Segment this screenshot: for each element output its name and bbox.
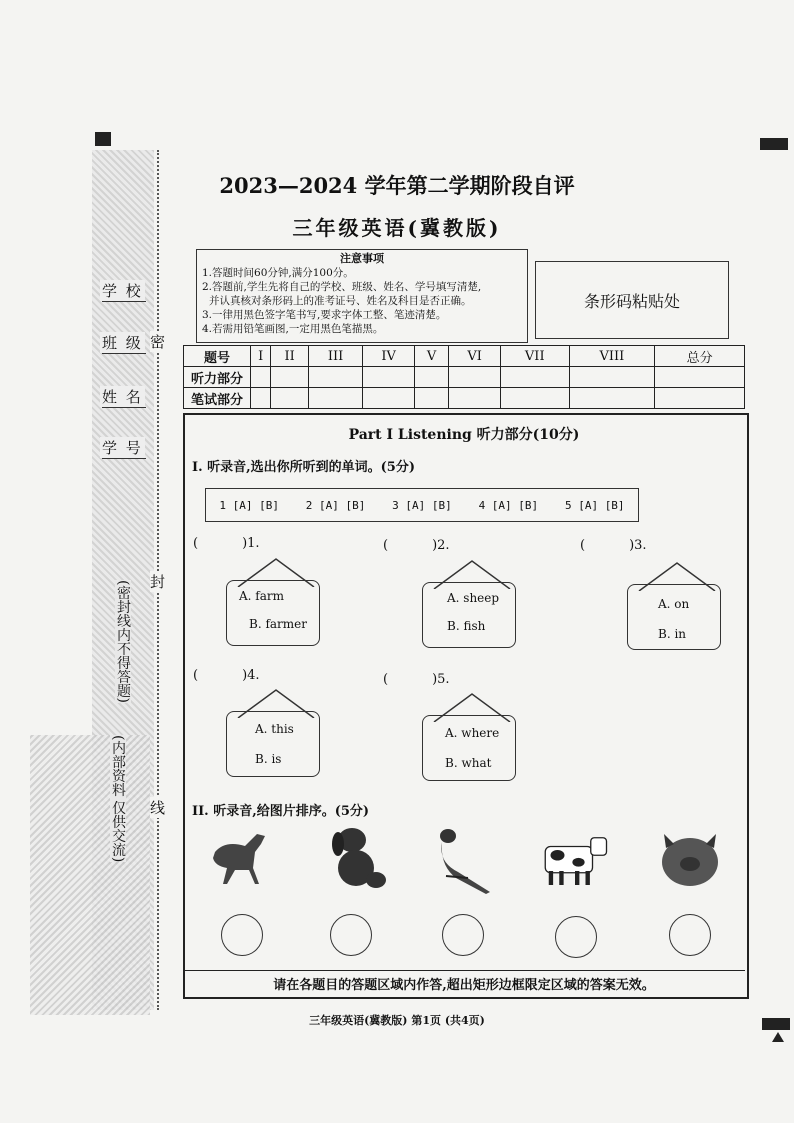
score-cell[interactable] bbox=[251, 367, 271, 388]
score-cell[interactable] bbox=[449, 367, 501, 388]
seal-char-xian: 线 bbox=[150, 799, 166, 817]
exam-title: 2023—2024 学年第二学期阶段自评 bbox=[219, 173, 575, 198]
notice-item: 1.答题时间60分钟,满分100分。 bbox=[202, 267, 354, 279]
sign-board-1 bbox=[226, 580, 320, 646]
notice-box bbox=[196, 249, 528, 343]
question-number: 1. bbox=[247, 536, 260, 551]
score-cell[interactable] bbox=[363, 388, 415, 409]
page-footer: 三年级英语(冀教版) 第1页 (共4页) bbox=[309, 1014, 485, 1027]
question-3-blank[interactable]: ( )3. bbox=[580, 538, 647, 553]
side-note-no-answer: (密封线内不得答题) bbox=[115, 580, 131, 703]
score-cell[interactable] bbox=[251, 388, 271, 409]
barcode-label: 条形码粘贴处 bbox=[583, 291, 680, 311]
field-name: 姓 名 bbox=[102, 388, 143, 406]
question-5-blank[interactable]: ( )5. bbox=[383, 672, 450, 687]
sign-board-5 bbox=[422, 715, 516, 781]
part1-title: Part I Listening 听力部分(10分) bbox=[348, 427, 580, 443]
section1-title: I. 听录音,选出你所听到的单词。(5分) bbox=[192, 460, 416, 475]
pig-icon bbox=[656, 822, 726, 894]
option-a: A. sheep bbox=[447, 591, 500, 605]
warning-divider bbox=[183, 970, 745, 971]
answer-choices-row bbox=[205, 488, 639, 522]
horse-icon bbox=[205, 822, 275, 894]
seal-char-feng: 封 bbox=[150, 573, 166, 591]
score-table bbox=[183, 345, 745, 409]
score-header-cell: VII bbox=[500, 346, 569, 367]
question-number: 2. bbox=[437, 538, 450, 553]
question-number: 5. bbox=[437, 672, 450, 687]
score-cell[interactable] bbox=[655, 388, 745, 409]
score-header-cell: VIII bbox=[569, 346, 655, 367]
cow-icon bbox=[540, 828, 610, 900]
choice-group[interactable]: 1 [A] [B] bbox=[219, 498, 279, 512]
seal-char-mi: 密 bbox=[150, 333, 166, 351]
question-4-blank[interactable]: ( )4. bbox=[193, 668, 260, 683]
score-cell[interactable] bbox=[271, 367, 308, 388]
score-header-cell: 总分 bbox=[655, 346, 745, 367]
notice-item: 4.若需用铅笔画图,一定用黑色笔描黑。 bbox=[202, 323, 384, 335]
choice-group[interactable]: 5 [A] [B] bbox=[564, 498, 625, 512]
score-cell[interactable] bbox=[655, 367, 745, 388]
score-header-cell: VI bbox=[449, 346, 501, 367]
score-header-cell: 题号 bbox=[184, 346, 251, 367]
field-class: 班 级 bbox=[102, 334, 143, 352]
score-table-header bbox=[184, 346, 745, 367]
field-number-line bbox=[102, 457, 146, 459]
score-cell[interactable] bbox=[363, 367, 415, 388]
field-school: 学 校 bbox=[102, 282, 143, 300]
barcode-area bbox=[535, 261, 729, 339]
order-circle[interactable] bbox=[330, 914, 372, 956]
field-class-line bbox=[102, 352, 146, 354]
score-cell[interactable] bbox=[569, 367, 655, 388]
notice-heading: 注意事项 bbox=[340, 252, 384, 265]
option-b: B. what bbox=[445, 756, 492, 770]
score-cell[interactable] bbox=[308, 367, 362, 388]
option-a: A. farm bbox=[239, 589, 285, 603]
option-b: B. in bbox=[658, 627, 687, 641]
score-cell[interactable] bbox=[500, 367, 569, 388]
field-school-line bbox=[102, 300, 146, 302]
notice-item: 2.答题前,学生先将自己的学校、班级、姓名、学号填写清楚, bbox=[202, 281, 482, 293]
order-circle[interactable] bbox=[442, 914, 484, 956]
field-name-line bbox=[102, 406, 146, 408]
score-header-cell: IV bbox=[363, 346, 415, 367]
score-cell[interactable] bbox=[308, 388, 362, 409]
field-number: 学 号 bbox=[102, 439, 143, 457]
binding-strip-lower bbox=[30, 735, 150, 1015]
score-cell[interactable] bbox=[271, 388, 308, 409]
score-header-cell: V bbox=[414, 346, 449, 367]
question-2-blank[interactable]: ( )2. bbox=[383, 538, 450, 553]
score-cell[interactable] bbox=[414, 388, 449, 409]
section2-title: II. 听录音,给图片排序。(5分) bbox=[192, 804, 370, 819]
notice-item: 3.一律用黑色签字笔书写,要求字体工整、笔迹清楚。 bbox=[202, 309, 447, 321]
sign-board-4 bbox=[226, 711, 320, 777]
dog-icon bbox=[322, 822, 392, 894]
option-a: A. on bbox=[658, 597, 690, 611]
choice-group[interactable]: 3 [A] [B] bbox=[392, 498, 452, 512]
triangle-marker-icon bbox=[772, 1032, 784, 1042]
sign-board-2 bbox=[422, 582, 516, 648]
score-header-cell: I bbox=[251, 346, 271, 367]
exam-subtitle: 三年级英语(冀教版) bbox=[292, 216, 502, 240]
option-b: B. farmer bbox=[249, 617, 307, 631]
choice-group[interactable]: 4 [A] [B] bbox=[478, 498, 539, 512]
choice-group[interactable]: 2 [A] [B] bbox=[305, 498, 366, 512]
order-circle[interactable] bbox=[221, 914, 263, 956]
question-number: 3. bbox=[634, 538, 647, 553]
score-header-cell: II bbox=[271, 346, 308, 367]
side-note-internal: (内部资料 仅供交流) bbox=[110, 735, 126, 863]
score-cell[interactable] bbox=[500, 388, 569, 409]
bird-icon bbox=[428, 822, 498, 894]
option-a: A. where bbox=[445, 726, 500, 740]
registration-mark bbox=[95, 132, 111, 146]
answer-area-warning: 请在各题目的答题区域内作答,超出矩形边框限定区域的答案无效。 bbox=[273, 978, 655, 993]
score-row-listening bbox=[184, 367, 745, 388]
score-cell[interactable] bbox=[414, 367, 449, 388]
option-b: B. is bbox=[255, 752, 282, 766]
question-1-blank[interactable]: ( )1. bbox=[193, 536, 260, 551]
option-a: A. this bbox=[255, 722, 294, 736]
order-circle[interactable] bbox=[669, 914, 711, 956]
registration-mark bbox=[760, 138, 788, 150]
score-header-cell: III bbox=[308, 346, 362, 367]
sign-board-3 bbox=[627, 584, 721, 650]
score-cell[interactable] bbox=[569, 388, 655, 409]
score-cell[interactable] bbox=[449, 388, 501, 409]
notice-item: 并认真核对条形码上的准考证号、姓名及科目是否正确。 bbox=[209, 295, 472, 307]
option-b: B. fish bbox=[447, 619, 486, 633]
question-number: 4. bbox=[247, 668, 260, 683]
score-row-written bbox=[184, 388, 745, 409]
score-row-label: 笔试部分 bbox=[184, 388, 251, 409]
order-circle[interactable] bbox=[555, 916, 597, 958]
score-row-label: 听力部分 bbox=[184, 367, 251, 388]
